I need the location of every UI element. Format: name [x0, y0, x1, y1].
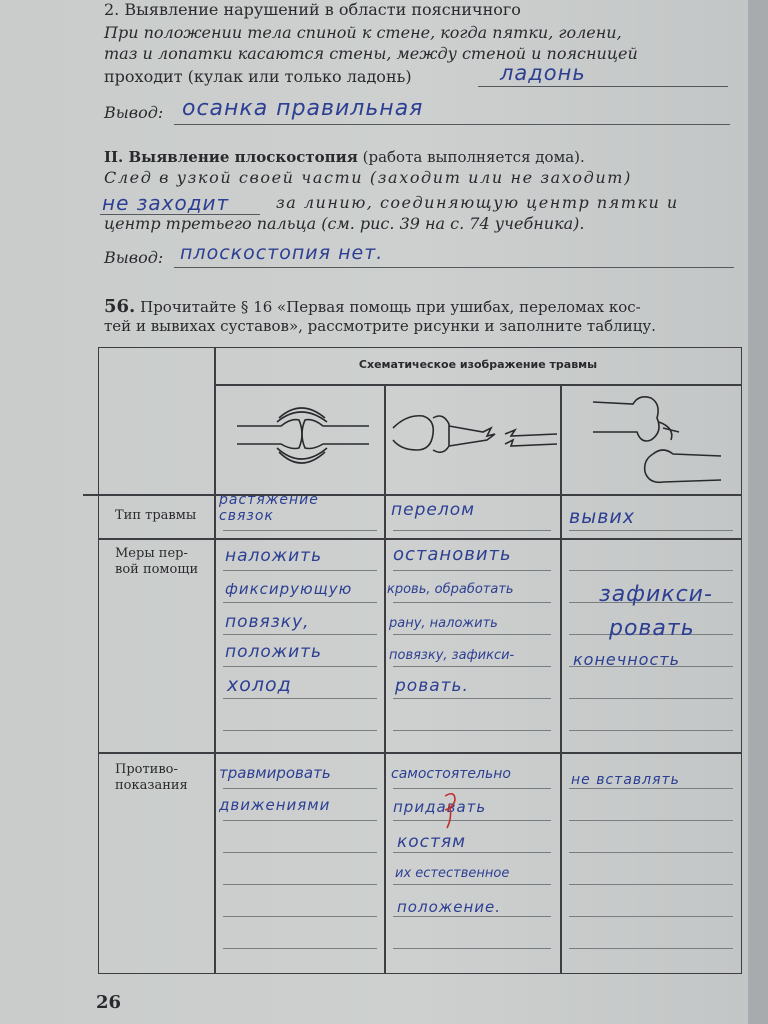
writing-line — [393, 916, 551, 917]
handwritten-conclusion: плоскостопия нет. — [180, 242, 384, 264]
task-number: 56. — [104, 296, 136, 317]
writing-line — [393, 730, 551, 731]
dislocation-illustration — [563, 388, 739, 492]
writing-line — [223, 852, 377, 853]
handwritten-contra-fracture-line: придавать — [393, 798, 487, 816]
writing-line — [393, 666, 551, 667]
handwritten-aid-fracture-line: кровь, обработать — [387, 582, 514, 597]
writing-line — [393, 948, 551, 949]
section-II-heading-bold: II. Выявление плоскостопия — [104, 148, 358, 166]
writing-line — [393, 788, 551, 789]
writing-line — [223, 698, 377, 699]
row-label-injury-type: Тип травмы — [115, 508, 197, 523]
header-divider — [215, 384, 741, 386]
handwritten-type-sprain: растяжение связок — [219, 492, 319, 524]
writing-line — [223, 530, 377, 531]
task-56-line-1-text: Прочитайте § 16 «Первая помощь при ушибах, переломах кос- — [140, 298, 641, 316]
writing-line — [223, 602, 377, 603]
writing-line — [223, 666, 377, 667]
task-56-line-2: тей и вывихах суставов», рассмотрите рисунки и заполните таблицу. — [104, 317, 656, 335]
sprain-illustration — [219, 388, 381, 488]
writing-line — [223, 884, 377, 885]
handwritten-aid-sprain-line: фиксирующую — [225, 580, 353, 598]
writing-line — [569, 884, 733, 885]
handwritten-type-fracture: перелом — [391, 500, 475, 520]
table-header: Схематическое изображение травмы — [358, 358, 598, 371]
writing-line — [223, 634, 377, 635]
section-II-heading — [104, 148, 585, 166]
writing-line — [569, 730, 733, 731]
handwritten-aid-sprain-line: наложить — [225, 546, 323, 566]
handwritten-aid-fracture-line: рану, наложить — [389, 616, 498, 631]
writing-line — [223, 820, 377, 821]
row-label-first-aid-2: вой помощи — [115, 562, 199, 577]
writing-line — [569, 530, 733, 531]
row-label-contra-1: Противо- — [115, 762, 178, 777]
handwritten-aid-fracture-line: повязку, зафикси- — [389, 648, 515, 663]
section-2-heading: 2. Выявление нарушений в области поясничного — [104, 0, 521, 19]
handwritten-contra-fracture-line: самостоятельно — [391, 766, 511, 782]
section-2-text-line-1: При положении тела спиной к стене, когда пятки, голени, — [104, 23, 622, 42]
writing-line — [393, 884, 551, 885]
row-label-contra-2: показания — [115, 778, 188, 793]
writing-line — [393, 698, 551, 699]
writing-line — [569, 948, 733, 949]
row-label-first-aid-1: Меры пер- — [115, 546, 188, 561]
handwritten-aid-dislocation-line: конечность — [573, 650, 681, 669]
handwritten-contra-sprain-line: движениями — [219, 796, 331, 814]
writing-line — [223, 948, 377, 949]
handwritten-aid-sprain-line: холод — [227, 674, 292, 696]
handwritten-type-dislocation: вывих — [569, 506, 635, 528]
writing-line — [223, 788, 377, 789]
writing-line — [393, 820, 551, 821]
handwritten-aid-fracture-line: остановить — [393, 544, 512, 565]
handwritten-answer: ладонь — [500, 61, 586, 85]
section-II-heading-rest: (работа выполняется дома). — [362, 148, 585, 166]
conclusion-label: Вывод: — [104, 248, 164, 267]
page-number: 26 — [96, 992, 122, 1013]
injury-table — [98, 347, 742, 974]
writing-line — [393, 530, 551, 531]
writing-line — [223, 730, 377, 731]
writing-line — [393, 570, 551, 571]
handwritten-aid-dislocation-line: ровать — [609, 616, 695, 641]
conclusion-line — [174, 124, 730, 125]
handwritten-conclusion: осанка правильная — [182, 96, 424, 121]
writing-line — [569, 820, 733, 821]
handwritten-aid-sprain-line: положить — [225, 642, 323, 662]
writing-line — [569, 698, 733, 699]
handwritten-contra-fracture-line: положение. — [397, 898, 502, 916]
handwritten-contra-sprain-line: травмировать — [219, 764, 331, 782]
row-divider — [99, 538, 741, 540]
writing-line — [569, 570, 733, 571]
writing-line — [223, 916, 377, 917]
writing-line — [393, 852, 551, 853]
section-2-text-line-2: таз и лопатки касаются стены, между стеной и поясницей — [104, 44, 638, 63]
fracture-illustration — [387, 388, 559, 488]
row-divider — [83, 494, 741, 496]
page-edge — [748, 0, 768, 1024]
handwritten-answer: не заходит — [102, 191, 230, 215]
handwritten-contra-dislocation-line: не вставлять — [571, 772, 680, 788]
handwritten-aid-dislocation-line: зафикси- — [599, 582, 713, 607]
handwritten-aid-fracture-line: ровать. — [395, 676, 469, 696]
writing-line — [223, 570, 377, 571]
handwritten-contra-fracture-line: их естественное — [395, 866, 510, 881]
handwritten-contra-fracture-line: костям — [397, 832, 466, 852]
writing-line — [569, 788, 733, 789]
section-II-text-line-2: за линию, соединяющую центр пятки и — [276, 193, 679, 212]
task-56-line-1 — [104, 296, 641, 317]
conclusion-line — [174, 267, 734, 268]
writing-line — [569, 852, 733, 853]
column-divider — [560, 384, 562, 973]
section-II-text-line-3: центр третьего пальца (см. рис. 39 на с. 74 учебника). — [104, 214, 585, 233]
row-divider — [99, 752, 741, 754]
section-2-text-line-3: проходит (кулак или только ладонь) — [104, 67, 412, 86]
red-correction-mark — [441, 790, 461, 830]
column-divider — [384, 384, 386, 973]
answer-line — [478, 86, 728, 87]
section-II-text-line-1: След в узкой своей части (заходит или не заходит) — [104, 168, 632, 187]
writing-line — [569, 916, 733, 917]
conclusion-label: Вывод: — [104, 103, 164, 122]
handwritten-aid-sprain-line: повязку, — [225, 612, 310, 632]
writing-line — [393, 602, 551, 603]
column-divider — [214, 348, 216, 973]
writing-line — [393, 634, 551, 635]
